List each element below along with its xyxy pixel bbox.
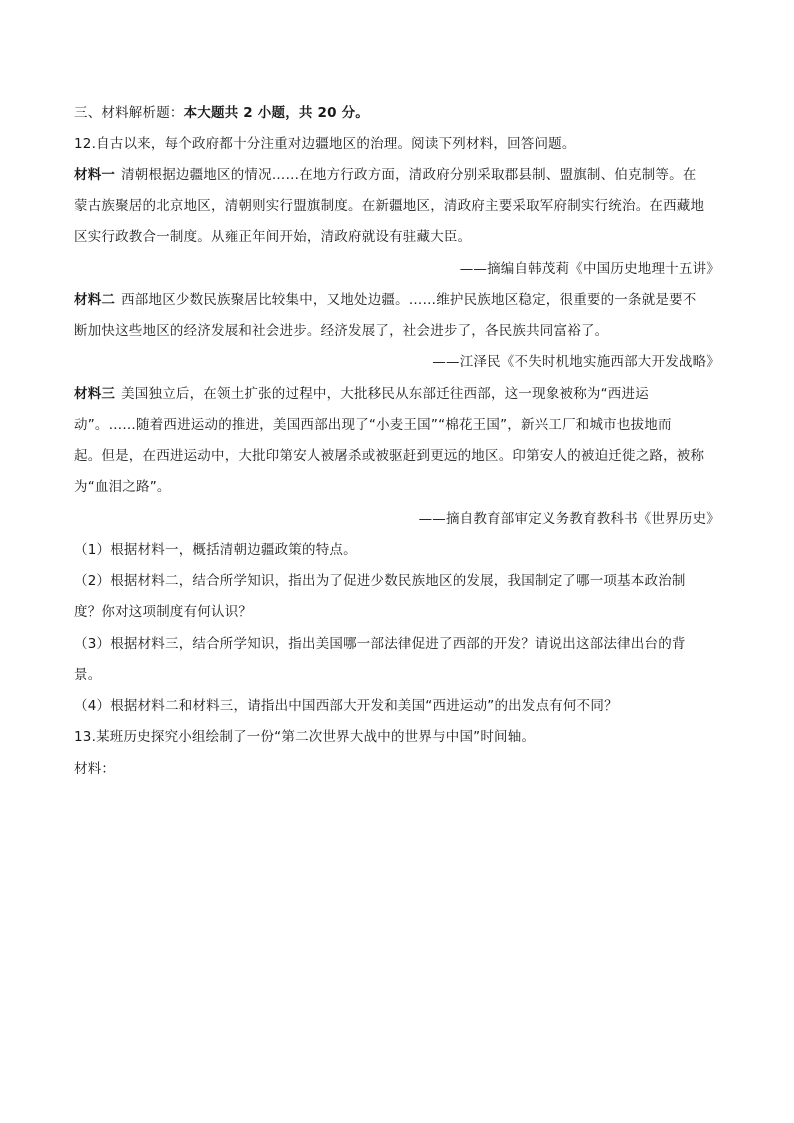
q12-material3-line1 [74,384,649,404]
q12-material1-line3: 区实行政教合一制度。从雍正年间开始，清政府就设有驻藏大臣。 [74,229,472,245]
material3-label: 材料三 [74,386,116,402]
q12-subquestion-2a: （2）根据材料二，结合所学知识，指出为了促进少数民族地区的发展，我国制定了哪一项基本政治制 [74,573,686,589]
material1-text-1: 清朝根据边疆地区的情况……在地方行政方面，清政府分别采取郡县制、盟旗制、伯克制等。在 [121,167,697,183]
q12-subquestion-3a: （3）根据材料三，结合所学知识，指出美国哪一部法律促进了西部的开发？请说出这部法律出台的背 [74,636,686,652]
q12-material3-line3: 起。但是，在西进运动中，大批印第安人被屠杀或被驱赶到更远的地区。印第安人的被迫迁徙之路，被称 [74,448,705,464]
q12-material2-line2: 断加快这些地区的经济发展和社会进步。经济发展了，社会进步了，各民族共同富裕了。 [74,323,609,339]
q12-material1-line2: 蒙古族聚居的北京地区，清朝则实行盟旗制度。在新疆地区，清政府主要采取军府制实行统治。在西藏地 [74,198,705,214]
q12-material3-source: ——摘自教育部审定义务教育教科书《世界历史》 [418,511,720,527]
material2-text-1: 西部地区少数民族聚居比较集中，又地处边疆。……维护民族地区稳定，很重要的一条就是要不 [121,292,697,308]
q12-stem: 12.自古以来，每个政府都十分注重对边疆地区的治理。阅读下列材料，回答问题。 [74,136,576,152]
q13-stem: 13.某班历史探究小组绘制了一份“第二次世界大战中的世界与中国”时间轴。 [74,729,536,745]
material1-label: 材料一 [74,167,116,183]
q12-subquestion-2b: 度？你对这项制度有何认识？ [74,604,253,620]
q12-material2-line1 [74,290,697,310]
section-prefix: 三、材料解析题： [74,105,184,121]
q12-subquestion-4: （4）根据材料二和材料三，请指出中国西部大开发和美国“西进运动”的出发点有何不同？ [74,698,618,714]
q12-subquestion-3b: 景。 [74,667,102,683]
material3-text-1: 美国独立后，在领土扩张的过程中，大批移民从东部迁往西部，这一现象被称为“西进运 [121,386,649,402]
section-bold-text: 本大题共 2 小题，共 20 分。 [183,105,369,121]
section-heading [74,103,369,123]
q13-material-label: 材料： [74,761,116,777]
q12-material3-line2: 动”。……随着西进运动的推进，美国西部出现了“小麦王国”“棉花王国”，新兴工厂和城市也拔地而 [74,417,672,433]
q12-subquestion-1: （1）根据材料一，概括清朝边疆政策的特点。 [74,542,357,558]
material2-label: 材料二 [74,292,116,308]
q12-material1-line1 [74,165,697,185]
q12-material3-line4: 为“血泪之路”。 [74,479,171,495]
q12-material1-source: ——摘编自韩茂莉《中国历史地理十五讲》 [459,261,720,277]
q12-material2-source: ——江泽民《不失时机地实施西部大开发战略》 [432,354,720,370]
